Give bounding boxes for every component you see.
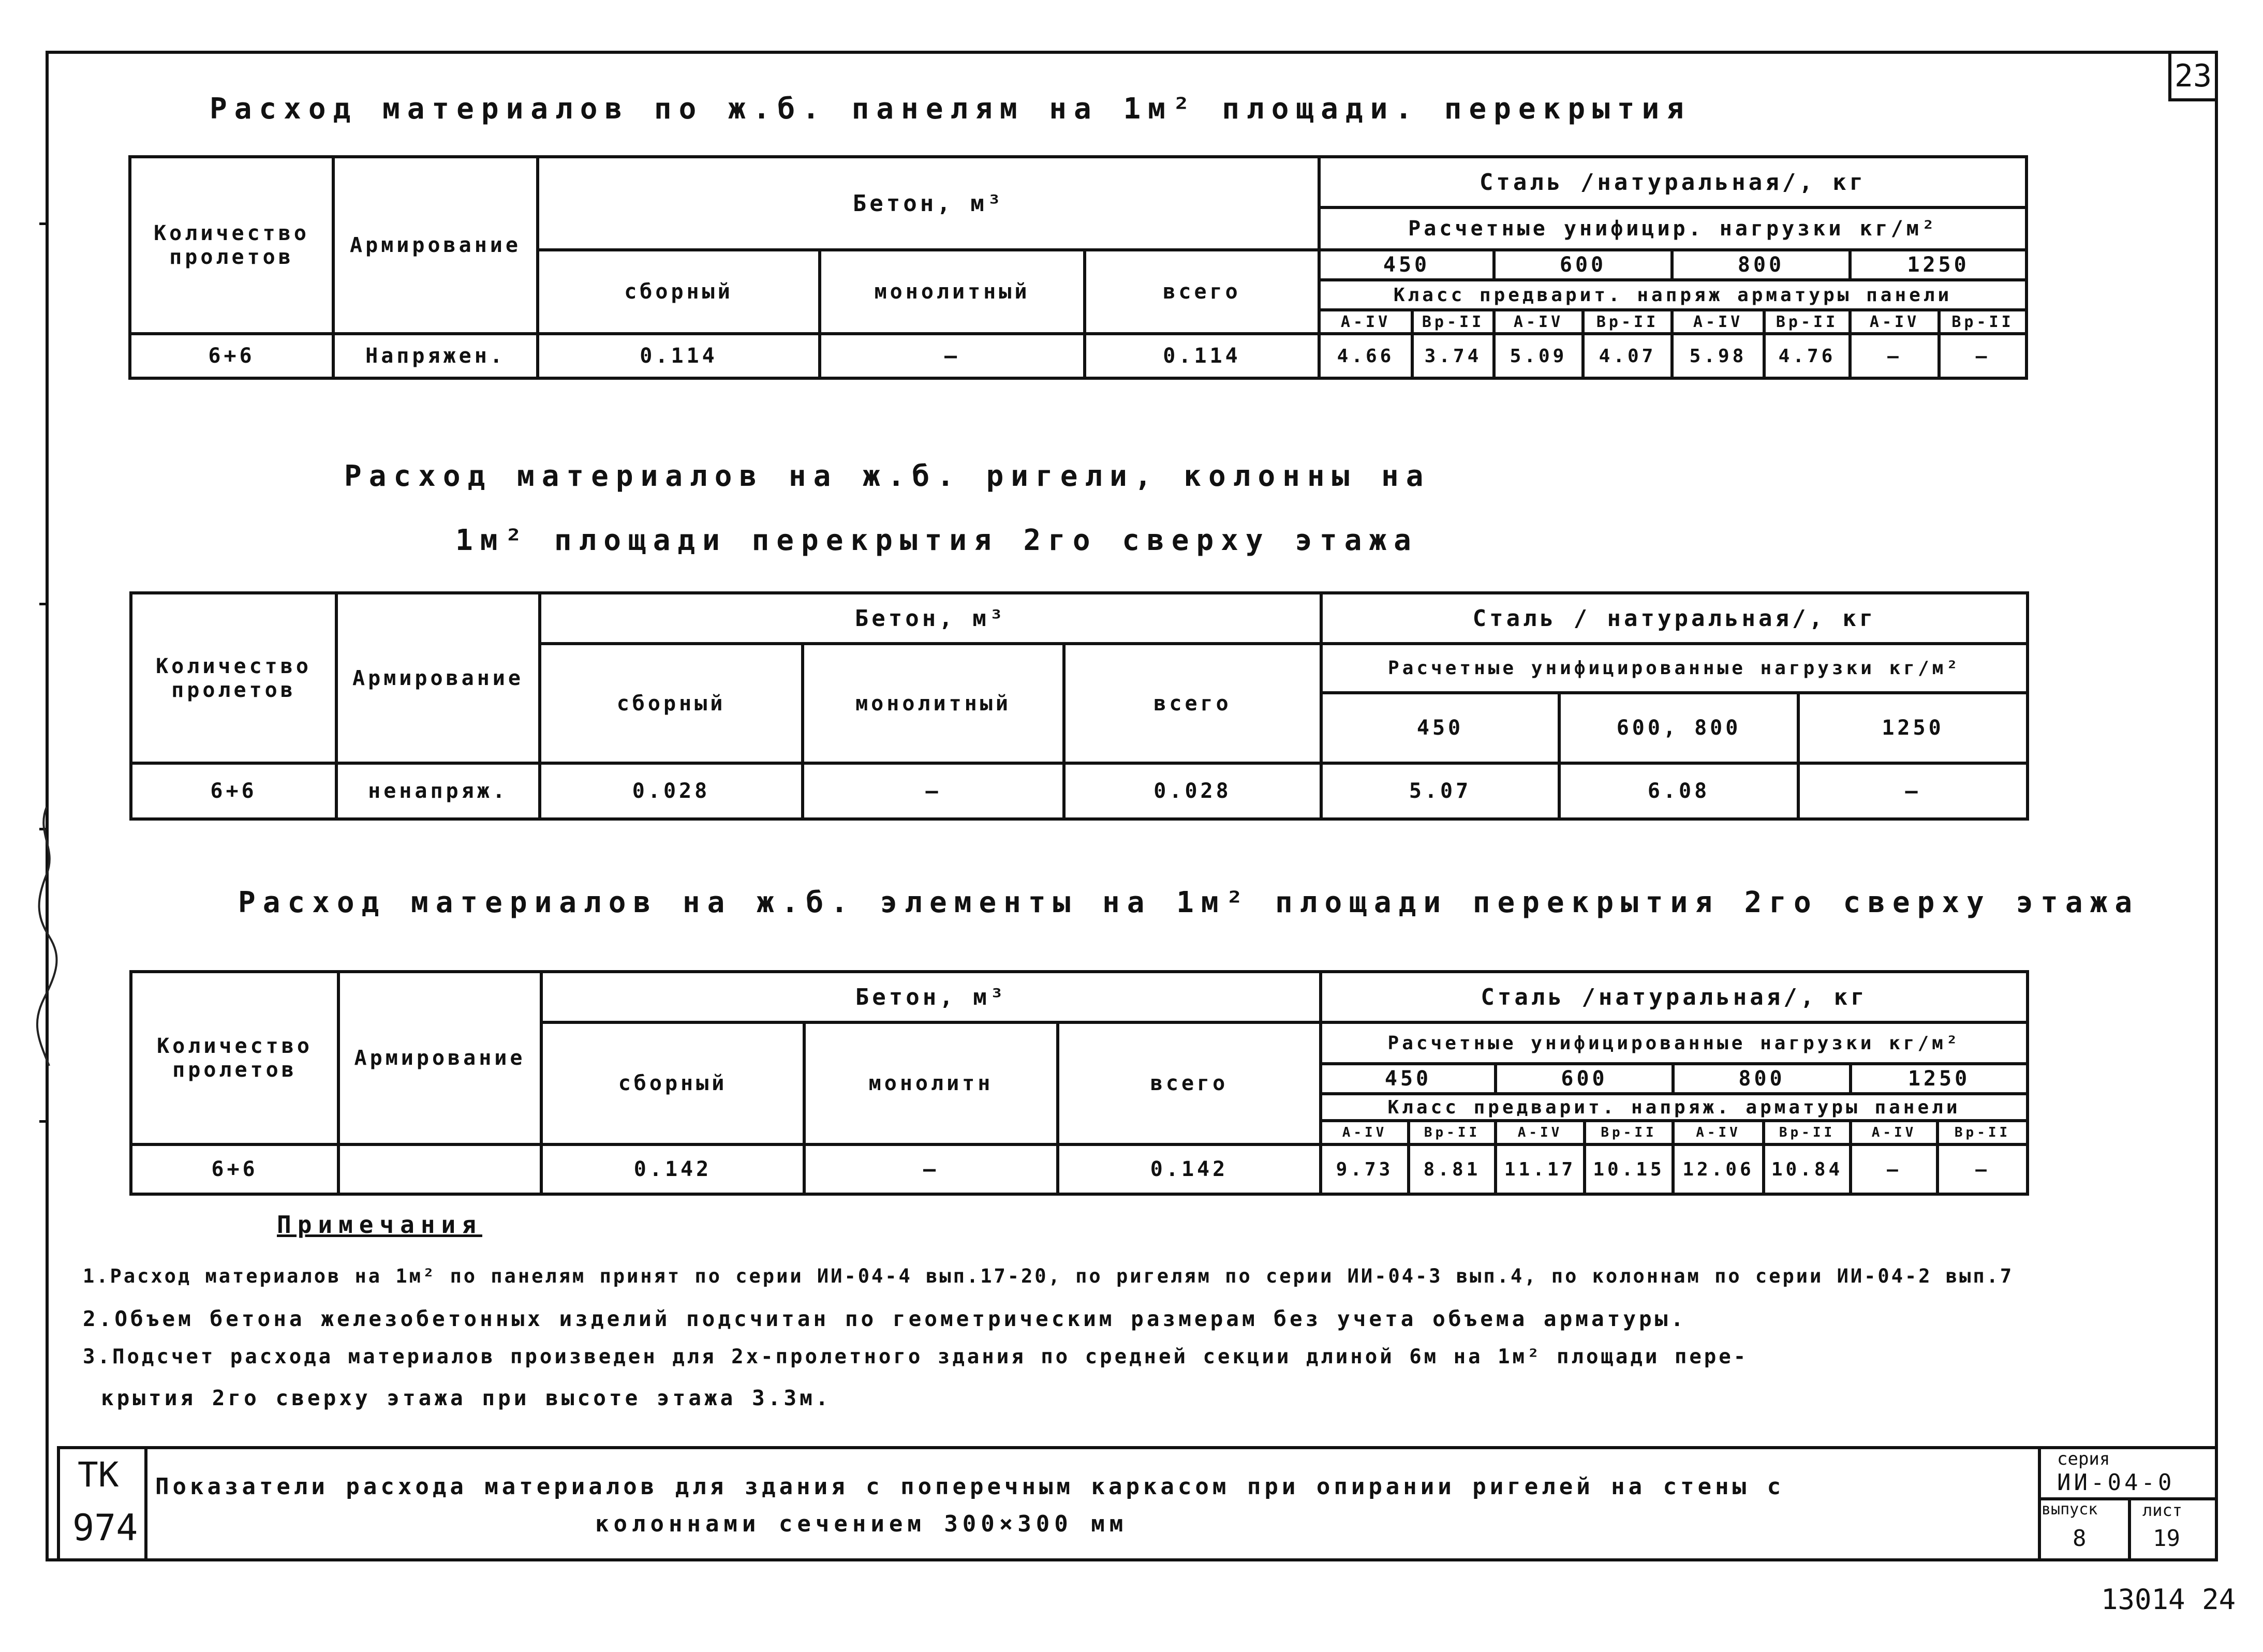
cell-total: 0.114: [1085, 334, 1319, 378]
col-count-header: Количество пролетов: [131, 593, 336, 763]
cell-steel: 5.98: [1672, 334, 1764, 378]
margin-tick: [39, 603, 49, 605]
load-value: 1250: [1850, 250, 2027, 280]
cell-steel: 12.06: [1673, 1144, 1764, 1194]
signature-mark: [31, 802, 62, 1071]
class-value: Вр-II: [1412, 310, 1494, 334]
load-value: 600: [1496, 1064, 1673, 1094]
monolith-header: монолитный: [820, 250, 1085, 334]
load-value: 800: [1672, 250, 1850, 280]
col-reinforcement-header: Армирование: [336, 593, 540, 763]
cell-count: 6+6: [131, 1144, 338, 1194]
cell-steel: —: [1798, 763, 2028, 819]
note-3-line1: 3.Подсчет расхода материалов произведен для 2х-пролетного здания по средней секции длиной 6м на 1м² площади пере-: [83, 1345, 1749, 1368]
cell-steel: 4.76: [1764, 334, 1850, 378]
issue-value: 8: [2073, 1525, 2087, 1552]
stamp-title-line2: колоннами сечением 300×300 мм: [595, 1511, 1128, 1537]
class-value: А-IV: [1851, 1121, 1937, 1144]
total-header: всего: [1064, 644, 1321, 763]
concrete-header: Бетон, м³: [541, 972, 1321, 1022]
cell-count: 6+6: [131, 763, 336, 819]
class-value: А-IV: [1494, 310, 1583, 334]
cell-reinforcement: ненапряж.: [336, 763, 540, 819]
tk-number: 974: [72, 1507, 138, 1549]
load-value: 450: [1321, 1064, 1496, 1094]
cell-total: 0.142: [1058, 1144, 1321, 1194]
cell-steel: 5.07: [1321, 763, 1559, 819]
cell-steel: —: [1850, 334, 1939, 378]
class-value: А-IV: [1850, 310, 1939, 334]
load-value: 1250: [1798, 693, 2028, 763]
note-1: 1.Расход материалов на 1м² по панелям принят по серии ИИ-04-4 вып.17-20, по ригелям по серии ИИ-04-3 вып.4, по колоннам по серии ИИ-04-2 вып.7: [83, 1265, 2014, 1287]
note-3-line2: крытия 2го сверху этажа при высоте этажа 3.3м.: [101, 1386, 832, 1410]
title-block: [57, 1446, 2218, 1561]
margin-tick: [39, 1120, 49, 1123]
class-value: Вр-II: [1583, 310, 1672, 334]
class-value: Вр-II: [1585, 1121, 1673, 1144]
sheet-label: лист: [2142, 1500, 2183, 1520]
total-header: всего: [1085, 250, 1319, 334]
cell-steel: 11.17: [1496, 1144, 1585, 1194]
cell-steel: —: [1937, 1144, 2028, 1194]
cell-total: 0.028: [1064, 763, 1321, 819]
concrete-header: Бетон, м³: [540, 593, 1321, 644]
cell-steel: 6.08: [1559, 763, 1798, 819]
class-value: А-IV: [1319, 310, 1412, 334]
cell-steel: 3.74: [1412, 334, 1494, 378]
class-value: Вр-II: [1937, 1121, 2028, 1144]
load-value: 800: [1673, 1064, 1851, 1094]
class-value: А-IV: [1321, 1121, 1409, 1144]
cell-steel: 10.84: [1764, 1144, 1851, 1194]
monolith-header: монолитный: [803, 644, 1064, 763]
table3: [129, 970, 2029, 1196]
stamp-title-line1: Показатели расхода материалов для здания с поперечным каркасом при опирании ригелей на стены с: [155, 1474, 1785, 1500]
col-reinforcement-header: Армирование: [338, 972, 541, 1144]
cell-steel: 9.73: [1321, 1144, 1409, 1194]
steel-header: Сталь / натуральная/, кг: [1321, 593, 2028, 644]
cell-steel: —: [1939, 334, 2027, 378]
class-header: Класс предварит. напряж арматуры панели: [1319, 280, 2027, 310]
cell-reinforcement: Напряжен.: [333, 334, 538, 378]
corner-code: 13014 24: [2101, 1583, 2236, 1616]
prefab-header: сборный: [538, 250, 820, 334]
monolith-header: монолитн: [804, 1022, 1058, 1144]
load-value: 1250: [1851, 1064, 2028, 1094]
tk-label: ТК: [78, 1455, 119, 1495]
col-count-header: Количество пролетов: [131, 972, 338, 1144]
loads-header: Расчетные унифицированные нагрузки кг/м²: [1321, 1022, 2028, 1064]
class-value: Вр-II: [1939, 310, 2027, 334]
class-value: А-IV: [1673, 1121, 1764, 1144]
cell-prefab: 0.142: [541, 1144, 804, 1194]
class-value: А-IV: [1672, 310, 1764, 334]
cell-steel: 5.09: [1494, 334, 1583, 378]
steel-header: Сталь /натуральная/, кг: [1321, 972, 2028, 1022]
class-value: Вр-II: [1764, 1121, 1851, 1144]
table3-title: Расход материалов на ж.б. элементы на 1м² площади перекрытия 2го сверху этажа: [238, 886, 2140, 919]
steel-header: Сталь /натуральная/, кг: [1319, 157, 2027, 207]
cell-steel: 4.66: [1319, 334, 1412, 378]
load-value: 600, 800: [1559, 693, 1798, 763]
cell-monolith: —: [804, 1144, 1058, 1194]
table1: [128, 155, 2028, 380]
sheet-number: 23: [2168, 51, 2218, 101]
concrete-header: Бетон, м³: [538, 157, 1319, 250]
col-reinforcement-header: Армирование: [333, 157, 538, 334]
cell-steel: —: [1851, 1144, 1937, 1194]
load-value: 450: [1321, 693, 1559, 763]
cell-prefab: 0.114: [538, 334, 820, 378]
cell-count: 6+6: [130, 334, 333, 378]
issue-label: выпуск: [2042, 1500, 2098, 1519]
loads-header: Расчетные унифицир. нагрузки кг/м²: [1319, 207, 2027, 250]
total-header: всего: [1058, 1022, 1321, 1144]
note-2: 2.Объем бетона железобетонных изделий подсчитан по геометрическим размерам без учета объема арматуры.: [83, 1306, 1687, 1331]
load-value: 450: [1319, 250, 1494, 280]
prefab-header: сборный: [540, 644, 803, 763]
table2-title-line1: Расход материалов на ж.б. ригели, колонны на: [344, 459, 1431, 493]
cell-prefab: 0.028: [540, 763, 803, 819]
col-count-header: Количество пролетов: [130, 157, 333, 334]
class-header: Класс предварит. напряж. арматуры панели: [1321, 1094, 2028, 1121]
series-label: серия: [2057, 1449, 2110, 1469]
series-value: ИИ-04-0: [2057, 1469, 2175, 1496]
cell-monolith: —: [820, 334, 1085, 378]
margin-tick: [39, 222, 49, 225]
class-value: Вр-II: [1409, 1121, 1496, 1144]
load-value: 600: [1494, 250, 1672, 280]
notes-heading: Примечания: [277, 1211, 482, 1239]
table1-title: Расход материалов по ж.б. панелям на 1м² площади. перекрытия: [210, 92, 1691, 126]
class-value: Вр-II: [1764, 310, 1850, 334]
cell-monolith: —: [803, 763, 1064, 819]
cell-reinforcement: [338, 1144, 541, 1194]
cell-steel: 4.07: [1583, 334, 1672, 378]
class-value: А-IV: [1496, 1121, 1585, 1144]
prefab-header: сборный: [541, 1022, 804, 1144]
sheet-value: 19: [2153, 1525, 2180, 1552]
cell-steel: 8.81: [1409, 1144, 1496, 1194]
table2: [129, 591, 2029, 821]
cell-steel: 10.15: [1585, 1144, 1673, 1194]
loads-header: Расчетные унифицированные нагрузки кг/м²: [1321, 644, 2028, 693]
table2-title-line2: 1м² площади перекрытия 2го сверху этажа: [455, 524, 1418, 557]
